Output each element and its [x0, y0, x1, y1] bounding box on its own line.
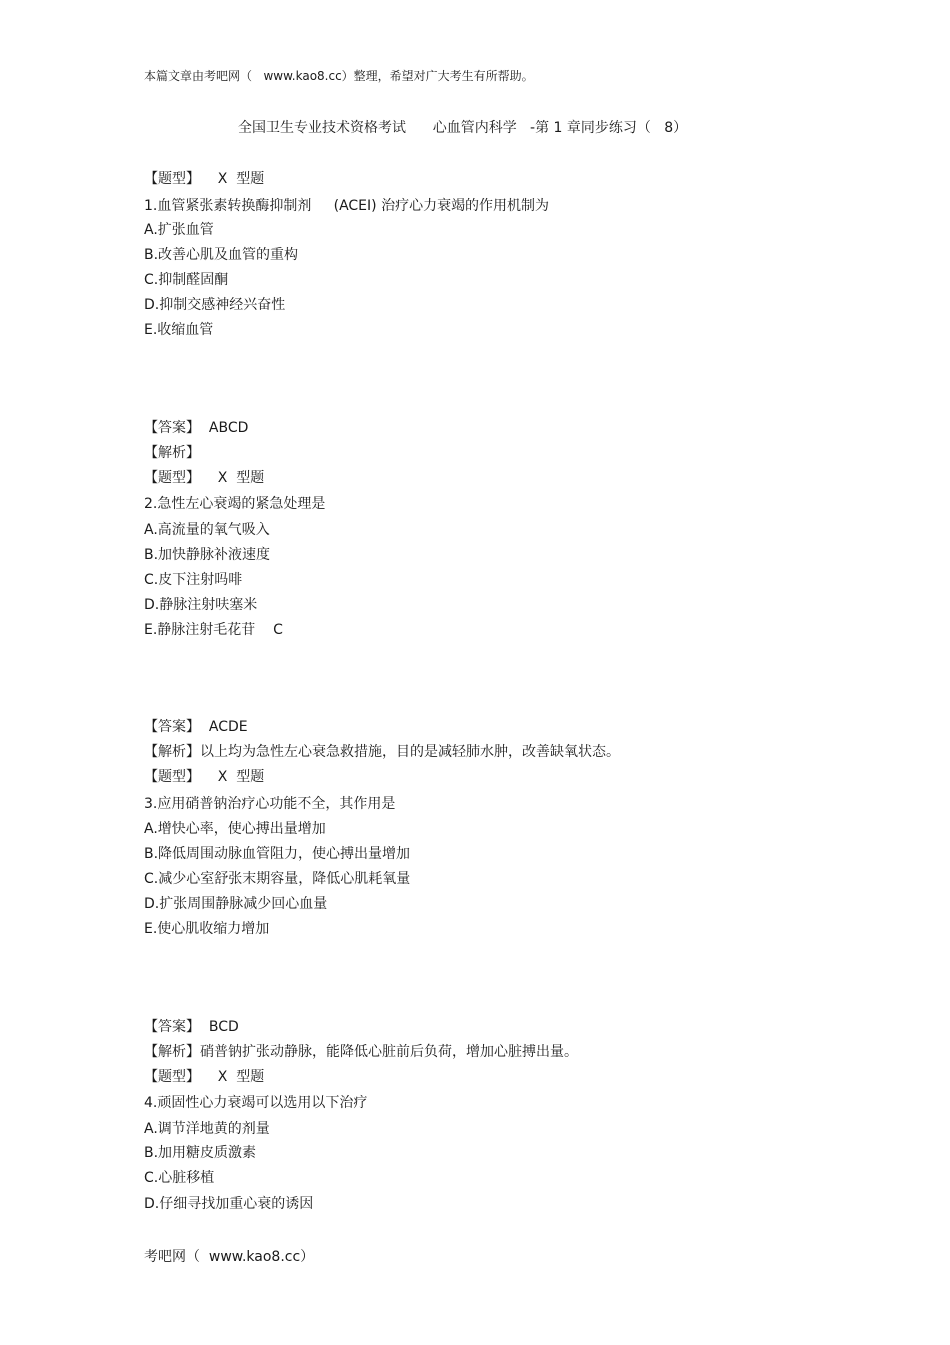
analysis: 【解析】硝普钠扩张动静脉，能降低心脏前后负荷，增加心脏搏出量。	[144, 1044, 578, 1060]
option-e: E.使心肌收缩力增加	[144, 921, 270, 937]
option-c: C.抑制醛固酮	[144, 272, 229, 288]
answer: 【答案】 ABCD	[144, 420, 249, 436]
option-a: A.高流量的氧气吸入	[144, 522, 270, 538]
option-b: B.加快静脉补液速度	[144, 547, 271, 563]
question-type: 【题型】 X 型题	[144, 1069, 265, 1085]
option-a: A.调节洋地黄的剂量	[144, 1121, 270, 1137]
option-d: D.仔细寻找加重心衰的诱因	[144, 1196, 314, 1212]
option-d: D.扩张周围静脉减少回心血量	[144, 896, 328, 912]
question-type: 【题型】 X 型题	[144, 470, 265, 486]
option-b: B.加用糖皮质激素	[144, 1145, 257, 1161]
option-d: D.抑制交感神经兴奋性	[144, 297, 286, 313]
option-b: B.改善心肌及血管的重构	[144, 247, 299, 263]
option-e: E.收缩血管	[144, 322, 214, 338]
answer: 【答案】 BCD	[144, 1019, 239, 1035]
header-note: 本篇文章由考吧网（ www.kao8.cc）整理，希望对广大考生有所帮助。	[144, 69, 534, 83]
question-type: 【题型】 X 型题	[144, 769, 265, 785]
footer: 考吧网（ www.kao8.cc）	[144, 1249, 315, 1265]
option-e: E.静脉注射毛花苷 C	[144, 622, 283, 638]
question-stem: 2.急性左心衰竭的紧急处理是	[144, 496, 326, 512]
option-c: C.减少心室舒张末期容量，降低心肌耗氧量	[144, 871, 411, 887]
option-d: D.静脉注射呋塞米	[144, 597, 258, 613]
question-stem: 3.应用硝普钠治疗心功能不全，其作用是	[144, 796, 396, 812]
question-stem: 1.血管紧张素转换酶抑制剂 (ACEI) 治疗心力衰竭的作用机制为	[144, 198, 550, 214]
option-a: A.增快心率，使心搏出量增加	[144, 821, 326, 837]
answer: 【答案】 ACDE	[144, 719, 248, 735]
document-title: 全国卫生专业技术资格考试 心血管内科学 -第 1 章同步练习（ 8）	[238, 120, 688, 136]
analysis: 【解析】	[144, 445, 200, 461]
analysis: 【解析】以上均为急性左心衰急救措施，目的是减轻肺水肿，改善缺氧状态。	[144, 744, 620, 760]
option-c: C.心脏移植	[144, 1170, 215, 1186]
option-b: B.降低周围动脉血管阻力，使心搏出量增加	[144, 846, 411, 862]
question-type: 【题型】 X 型题	[144, 171, 265, 187]
question-stem: 4.顽固性心力衰竭可以选用以下治疗	[144, 1095, 368, 1111]
option-c: C.皮下注射吗啡	[144, 572, 243, 588]
option-a: A.扩张血管	[144, 222, 214, 238]
